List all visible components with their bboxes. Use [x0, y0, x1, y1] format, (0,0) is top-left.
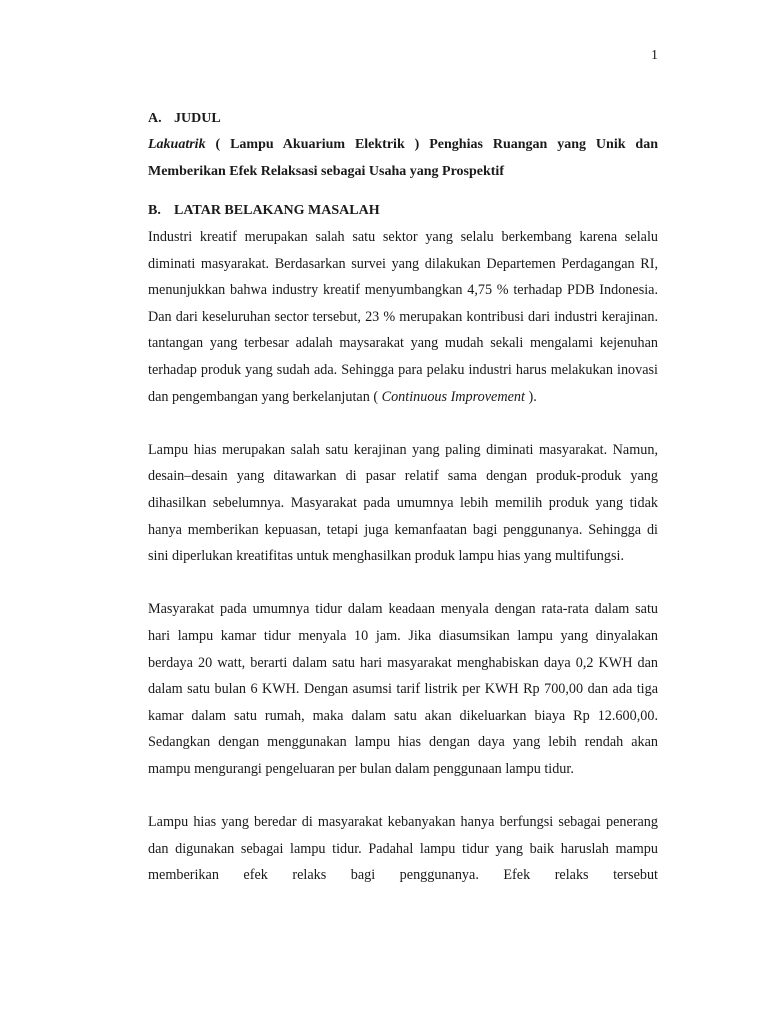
section-b-title: LATAR BELAKANG MASALAH — [174, 203, 380, 218]
title-rest: ( Lampu Akuarium Elektrik ) Penghias Ruangan yang Unik dan Memberikan Efek Relaksasi sebagai Usaha yang Prospektif — [148, 137, 658, 179]
section-a-heading — [148, 106, 658, 132]
paragraph-1-end: ). — [524, 388, 537, 405]
section-b-letter: B. — [148, 203, 161, 218]
section-b-heading — [148, 198, 658, 224]
section-a-title: JUDUL — [174, 111, 221, 126]
paragraph-3: Masyarakat pada umumnya tidur dalam keadaan menyala dengan rata-rata dalam satu hari lampu kamar tidur menyala 10 jam. Jika diasumsikan lampu yang dinyalakan berdaya 20 watt, berarti dalam satu hari masyarakat menghabiskan daya 0,2 KWH dan dalam satu bulan 6 KWH. Dengan asumsi tarif listrik per KWH Rp 700,00 dan ada tiga kamar dalam satu rumah, maka dalam satu akan dikeluarkan biaya Rp 12.600,00. Sedangkan dengan menggunakan lampu hias dengan daya yang lebih rendah akan mampu mengurangi pengeluaran per bulan dalam penggunaan lampu tidur. — [148, 601, 658, 777]
paragraph-1-italic: Continuous Improvement — [381, 388, 525, 405]
title-italic-word: Lakuatrik — [148, 137, 206, 152]
paragraph-1 — [148, 224, 658, 410]
paragraph-1-text: Industri kreatif merupakan salah satu sektor yang selalu berkembang karena selalu diminati masyarakat. Berdasarkan survei yang dilakukan Departemen Perdagangan RI, menunjukkan bahwa industry kreatif menyumbangkan 4,75 % terhadap PDB Indonesia. Dan dari keseluruhan sector tersebut, 23 % merupakan kontribusi dari industri kerajinan. tantangan yang terbesar adalah maysarakat yang mudah sekali mengalami kejenuhan terhadap produk yang sudah ada. Sehingga para pelaku industri harus melakukan inovasi dan pengembangan yang berkelanjutan ( — [148, 229, 658, 405]
section-a-letter: A. — [148, 111, 162, 126]
document-body — [148, 106, 658, 889]
page-number: 1 — [651, 48, 658, 63]
document-title — [148, 132, 658, 185]
paragraph-2: Lampu hias merupakan salah satu kerajinan yang paling diminati masyarakat. Namun, desain–desain yang ditawarkan di pasar relatif sama dengan produk-produk yang dihasilkan sebelumnya. Masyarakat pada umumnya lebih memilih produk yang tidak hanya memberikan kepuasan, tetapi juga kemanfaatan bagi penggunanya. Sehingga di sini diperlukan kreatifitas untuk menghasilkan produk lampu hias yang multifungsi. — [148, 441, 658, 565]
paragraph-4: Lampu hias yang beredar di masyarakat kebanyakan hanya berfungsi sebagai penerang dan digunakan sebagai lampu tidur. Padahal lampu tidur yang baik haruslah mampu memberikan efek relaks bagi penggunanya. Efek relaks tersebut — [148, 814, 658, 884]
